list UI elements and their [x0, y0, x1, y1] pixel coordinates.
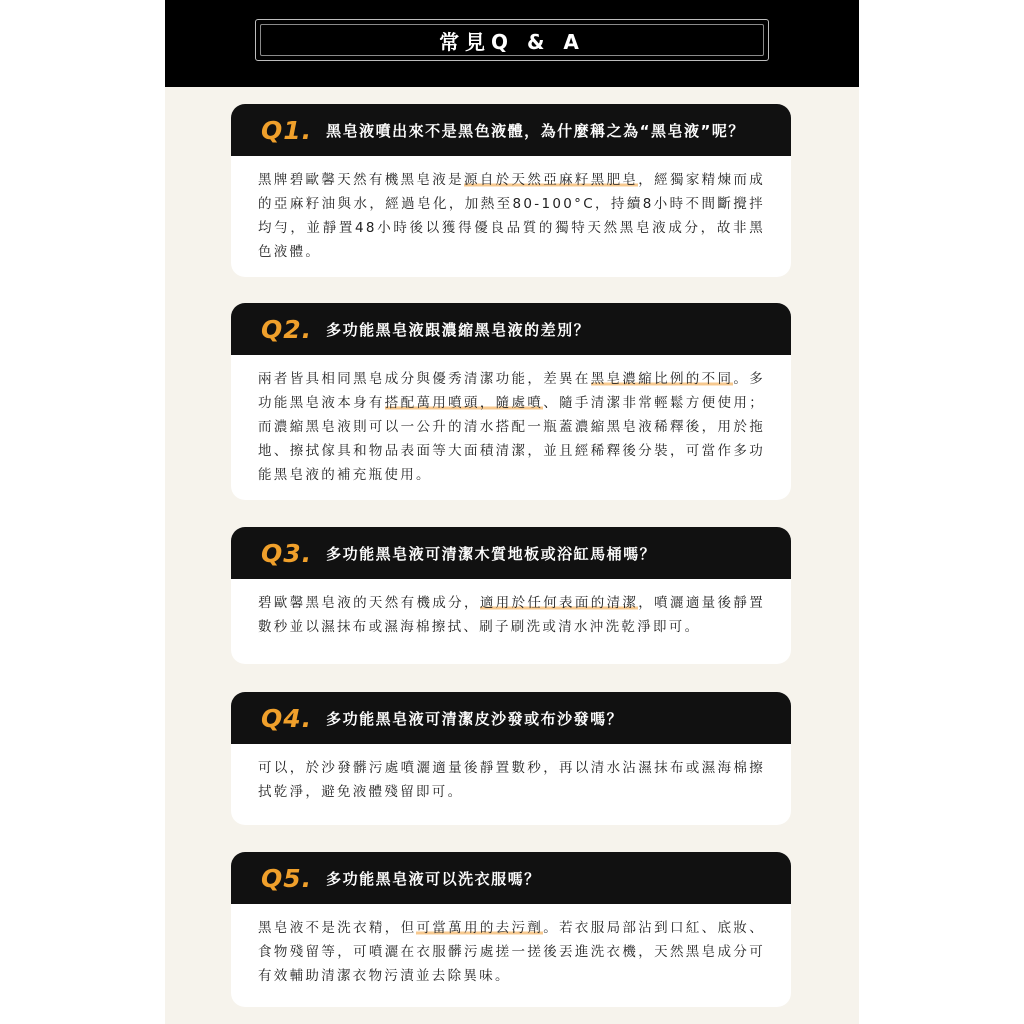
answer-text-segment: 。若衣服局部沾到口紅、底妝、食物殘留等，可噴灑在衣服髒污處搓一搓後丟進洗衣機，天然黑皂成分可有效輔助清潔衣物污漬並去除異味。	[258, 920, 766, 984]
question-text: 多功能黑皂液可清潔皮沙發或布沙發嗎？	[326, 709, 624, 728]
answer-body	[231, 744, 791, 804]
question-bar	[231, 104, 791, 156]
title-frame	[255, 19, 769, 61]
answer-text	[258, 756, 765, 804]
answer-text-segment: 碧歐馨黑皂液的天然有機成分，	[258, 595, 480, 611]
page-title: 常見Q & A	[439, 29, 585, 54]
highlighted-text: 適用於任何表面的清潔	[479, 595, 639, 611]
answer-body	[231, 579, 791, 639]
answer-text-segment: 、隨手清潔非常輕鬆方便使用；而濃縮黑皂液則可以一公升的清水搭配一瓶蓋濃縮黑皂液稀釋後，用於拖地、擦拭傢具和物品表面等大面積清潔，並且經稀釋後分裝，可當作多功能黑皂液的補充瓶使用。	[258, 395, 766, 483]
answer-text-segment: 可以，於沙發髒污處噴灑適量後靜置數秒，再以清水沾濕抹布或濕海棉擦拭乾淨，避免液體殘留即可。	[258, 760, 765, 800]
answer-body	[231, 355, 791, 487]
answer-text-segment: 。多功能黑皂液本身有	[258, 371, 765, 411]
highlighted-text: 可當萬用的去污劑	[416, 920, 544, 936]
question-text: 多功能黑皂液可以洗衣服嗎？	[326, 869, 541, 888]
question-number: Q1.	[261, 115, 313, 145]
answer-text-segment: ，噴灑適量後靜置數秒並以濕抹布或濕海棉擦拭、刷子刷洗或清水沖洗乾淨即可。	[258, 595, 765, 635]
answer-text	[258, 591, 765, 639]
question-text: 多功能黑皂液可清潔木質地板或浴缸馬桶嗎？	[326, 544, 657, 563]
header-bar	[165, 0, 859, 87]
question-bar	[231, 303, 791, 355]
highlighted-text: 黑皂濃縮比例的不同	[590, 371, 734, 387]
question-number: Q2.	[261, 314, 313, 344]
qa-card-1	[231, 104, 791, 277]
question-bar	[231, 852, 791, 904]
answer-text	[258, 168, 765, 264]
question-bar	[231, 527, 791, 579]
answer-text-segment: ，經獨家精煉而成的亞麻籽油與水，經過皂化，加熱至80-100°C，持續8小時不間斷攪拌均勻，並靜置48小時後以獲得優良品質的獨特天然黑皂液成分，故非黑色液體。	[258, 172, 765, 260]
answer-body	[231, 904, 791, 988]
highlighted-text: 搭配萬用噴頭，隨處噴	[384, 395, 544, 411]
question-number: Q4.	[261, 703, 313, 733]
highlighted-text: 源自於天然亞麻籽黑肥皂	[463, 172, 639, 188]
answer-text	[258, 367, 765, 487]
question-number: Q3.	[261, 538, 313, 568]
qa-card-4	[231, 692, 791, 825]
answer-text-segment: 黑牌碧歐馨天然有機黑皂液是	[258, 172, 464, 188]
qa-card-2	[231, 303, 791, 500]
qa-card-5	[231, 852, 791, 1007]
qa-card-3	[231, 527, 791, 664]
answer-text-segment: 兩者皆具相同黑皂成分與優秀清潔功能，差異在	[258, 371, 591, 387]
question-number: Q5.	[261, 863, 313, 893]
qa-page	[165, 0, 859, 1024]
answer-text-segment: 黑皂液不是洗衣精，但	[258, 920, 417, 936]
answer-body	[231, 156, 791, 264]
question-text: 黑皂液噴出來不是黑色液體，為什麼稱之為“黑皂液”呢？	[326, 121, 745, 140]
answer-text	[258, 916, 765, 988]
question-bar	[231, 692, 791, 744]
question-text: 多功能黑皂液跟濃縮黑皂液的差別？	[326, 320, 591, 339]
